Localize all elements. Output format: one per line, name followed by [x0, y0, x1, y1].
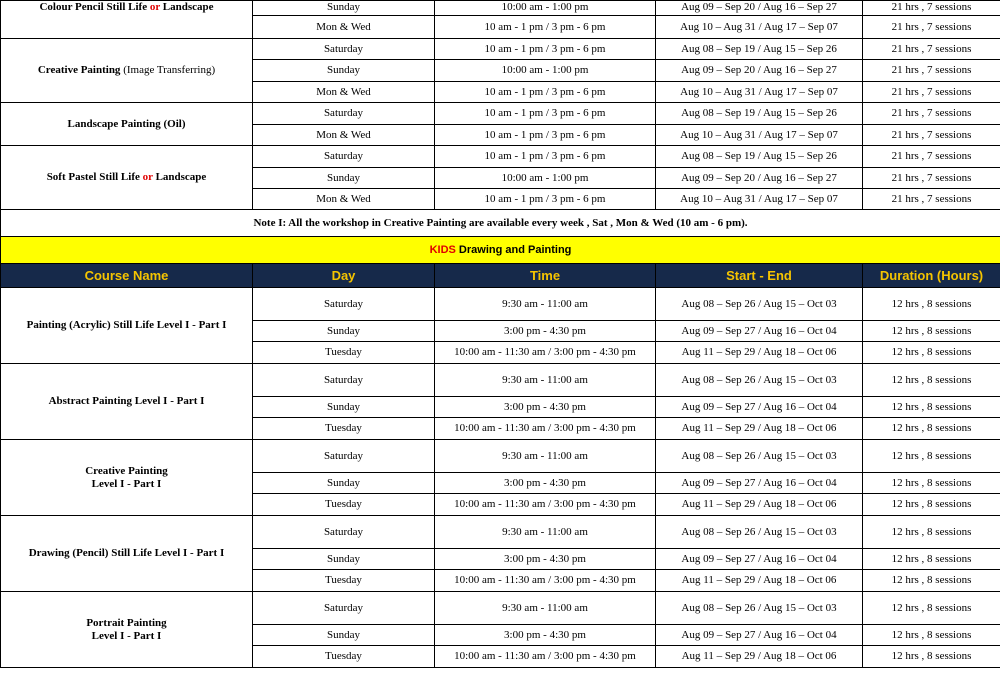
header-time: Time	[435, 264, 656, 288]
time-cell: 10 am - 1 pm / 3 pm - 6 pm	[435, 125, 656, 146]
day-cell: Saturday	[253, 364, 435, 397]
dates-cell: Aug 08 – Sep 19 / Aug 15 – Sep 26	[656, 103, 863, 125]
dates-cell: Aug 09 – Sep 27 / Aug 16 – Oct 04	[656, 321, 863, 342]
header-course-name: Course Name	[1, 264, 253, 288]
day-cell: Sunday	[253, 397, 435, 418]
duration-cell: 12 hrs , 8 sessions	[863, 418, 1000, 440]
dates-cell: Aug 09 – Sep 27 / Aug 16 – Oct 04	[656, 473, 863, 494]
header-day: Day	[253, 264, 435, 288]
day-cell: Saturday	[253, 592, 435, 625]
time-cell: 3:00 pm - 4:30 pm	[435, 473, 656, 494]
time-cell: 10:00 am - 11:30 am / 3:00 pm - 4:30 pm	[435, 570, 656, 592]
table-row	[1, 516, 1000, 549]
workshop-note: Note I: All the workshop in Creative Painting are available every week , Sat , Mon & Wed (10 am - 6 pm).	[1, 210, 1000, 237]
day-cell: Tuesday	[253, 342, 435, 364]
day-cell: Tuesday	[253, 418, 435, 440]
duration-cell: 21 hrs , 7 sessions	[863, 146, 1000, 168]
duration-cell: 12 hrs , 8 sessions	[863, 646, 1000, 668]
day-cell: Saturday	[253, 39, 435, 60]
course-name-cell: Abstract Painting Level I - Part I	[1, 364, 253, 440]
day-cell: Saturday	[253, 516, 435, 549]
course-name-cell: Creative Painting (Image Transferring)	[1, 39, 253, 103]
time-cell: 3:00 pm - 4:30 pm	[435, 321, 656, 342]
time-cell: 10 am - 1 pm / 3 pm - 6 pm	[435, 103, 656, 125]
dates-cell: Aug 09 – Sep 27 / Aug 16 – Oct 04	[656, 397, 863, 418]
dates-cell: Aug 08 – Sep 26 / Aug 15 – Oct 03	[656, 364, 863, 397]
duration-cell: 12 hrs , 8 sessions	[863, 516, 1000, 549]
time-cell: 10 am - 1 pm / 3 pm - 6 pm	[435, 39, 656, 60]
dates-cell: Aug 11 – Sep 29 / Aug 18 – Oct 06	[656, 342, 863, 364]
day-cell: Sunday	[253, 625, 435, 646]
dates-cell: Aug 09 – Sep 27 / Aug 16 – Oct 04	[656, 625, 863, 646]
time-cell: 9:30 am - 11:00 am	[435, 288, 656, 321]
day-cell: Sunday	[253, 168, 435, 189]
duration-cell: 12 hrs , 8 sessions	[863, 364, 1000, 397]
course-name-cell: Creative Painting Level I - Part I	[1, 440, 253, 516]
header-start-end: Start - End	[656, 264, 863, 288]
column-header-row	[1, 264, 1000, 288]
dates-cell: Aug 09 – Sep 20 / Aug 16 – Sep 27	[656, 168, 863, 189]
table-row	[1, 39, 1000, 60]
course-name-cell: Painting (Acrylic) Still Life Level I - Part I	[1, 288, 253, 364]
dates-cell: Aug 09 – Sep 27 / Aug 16 – Oct 04	[656, 549, 863, 570]
time-cell: 3:00 pm - 4:30 pm	[435, 397, 656, 418]
day-cell: Saturday	[253, 103, 435, 125]
day-cell: Sunday	[253, 60, 435, 82]
kids-section-title: KIDS Drawing and Painting	[1, 237, 1000, 264]
table-row	[1, 592, 1000, 625]
day-cell: Tuesday	[253, 646, 435, 668]
dates-cell: Aug 08 – Sep 26 / Aug 15 – Oct 03	[656, 516, 863, 549]
day-cell: Mon & Wed	[253, 189, 435, 210]
dates-cell: Aug 10 – Aug 31 / Aug 17 – Sep 07	[656, 189, 863, 210]
time-cell: 10:00 am - 11:30 am / 3:00 pm - 4:30 pm	[435, 494, 656, 516]
course-name-cell: Colour Pencil Still Life or Landscape	[1, 1, 253, 39]
time-cell: 3:00 pm - 4:30 pm	[435, 549, 656, 570]
table-row	[1, 146, 1000, 168]
time-cell: 10:00 am - 1:00 pm	[435, 168, 656, 189]
day-cell: Sunday	[253, 473, 435, 494]
duration-cell: 12 hrs , 8 sessions	[863, 494, 1000, 516]
duration-cell: 12 hrs , 8 sessions	[863, 321, 1000, 342]
duration-cell: 12 hrs , 8 sessions	[863, 592, 1000, 625]
day-cell: Saturday	[253, 288, 435, 321]
table-row	[1, 1, 1000, 16]
time-cell: 10 am - 1 pm / 3 pm - 6 pm	[435, 16, 656, 39]
duration-cell: 21 hrs , 7 sessions	[863, 103, 1000, 125]
table-row	[1, 288, 1000, 321]
day-cell: Sunday	[253, 321, 435, 342]
time-cell: 10:00 am - 1:00 pm	[435, 1, 656, 16]
dates-cell: Aug 08 – Sep 26 / Aug 15 – Oct 03	[656, 288, 863, 321]
dates-cell: Aug 09 – Sep 20 / Aug 16 – Sep 27	[656, 60, 863, 82]
duration-cell: 12 hrs , 8 sessions	[863, 625, 1000, 646]
table-row	[1, 103, 1000, 125]
dates-cell: Aug 10 – Aug 31 / Aug 17 – Sep 07	[656, 16, 863, 39]
dates-cell: Aug 08 – Sep 19 / Aug 15 – Sep 26	[656, 39, 863, 60]
table-row	[1, 364, 1000, 397]
dates-cell: Aug 08 – Sep 19 / Aug 15 – Sep 26	[656, 146, 863, 168]
time-cell: 10 am - 1 pm / 3 pm - 6 pm	[435, 189, 656, 210]
duration-cell: 12 hrs , 8 sessions	[863, 473, 1000, 494]
time-cell: 9:30 am - 11:00 am	[435, 364, 656, 397]
day-cell: Sunday	[253, 1, 435, 16]
course-name-cell: Drawing (Pencil) Still Life Level I - Part I	[1, 516, 253, 592]
note-row	[1, 210, 1000, 237]
table-row	[1, 440, 1000, 473]
duration-cell: 21 hrs , 7 sessions	[863, 1, 1000, 16]
course-name-cell: Portrait Painting Level I - Part I	[1, 592, 253, 668]
duration-cell: 21 hrs , 7 sessions	[863, 82, 1000, 103]
course-name-cell: Landscape Painting (Oil)	[1, 103, 253, 146]
dates-cell: Aug 08 – Sep 26 / Aug 15 – Oct 03	[656, 440, 863, 473]
header-duration: Duration (Hours)	[863, 264, 1000, 288]
time-cell: 10:00 am - 11:30 am / 3:00 pm - 4:30 pm	[435, 418, 656, 440]
duration-cell: 12 hrs , 8 sessions	[863, 342, 1000, 364]
time-cell: 9:30 am - 11:00 am	[435, 516, 656, 549]
dates-cell: Aug 09 – Sep 20 / Aug 16 – Sep 27	[656, 1, 863, 16]
day-cell: Mon & Wed	[253, 125, 435, 146]
course-name-cell: Soft Pastel Still Life or Landscape	[1, 146, 253, 210]
day-cell: Mon & Wed	[253, 82, 435, 103]
dates-cell: Aug 10 – Aug 31 / Aug 17 – Sep 07	[656, 125, 863, 146]
duration-cell: 12 hrs , 8 sessions	[863, 440, 1000, 473]
dates-cell: Aug 11 – Sep 29 / Aug 18 – Oct 06	[656, 418, 863, 440]
dates-cell: Aug 11 – Sep 29 / Aug 18 – Oct 06	[656, 646, 863, 668]
duration-cell: 12 hrs , 8 sessions	[863, 397, 1000, 418]
time-cell: 3:00 pm - 4:30 pm	[435, 625, 656, 646]
time-cell: 10:00 am - 11:30 am / 3:00 pm - 4:30 pm	[435, 646, 656, 668]
day-cell: Tuesday	[253, 494, 435, 516]
duration-cell: 21 hrs , 7 sessions	[863, 189, 1000, 210]
time-cell: 10 am - 1 pm / 3 pm - 6 pm	[435, 146, 656, 168]
duration-cell: 12 hrs , 8 sessions	[863, 288, 1000, 321]
dates-cell: Aug 08 – Sep 26 / Aug 15 – Oct 03	[656, 592, 863, 625]
duration-cell: 21 hrs , 7 sessions	[863, 39, 1000, 60]
duration-cell: 21 hrs , 7 sessions	[863, 168, 1000, 189]
time-cell: 10:00 am - 11:30 am / 3:00 pm - 4:30 pm	[435, 342, 656, 364]
dates-cell: Aug 11 – Sep 29 / Aug 18 – Oct 06	[656, 570, 863, 592]
duration-cell: 21 hrs , 7 sessions	[863, 16, 1000, 39]
day-cell: Sunday	[253, 549, 435, 570]
day-cell: Tuesday	[253, 570, 435, 592]
section-title-row	[1, 237, 1000, 264]
day-cell: Saturday	[253, 146, 435, 168]
dates-cell: Aug 11 – Sep 29 / Aug 18 – Oct 06	[656, 494, 863, 516]
time-cell: 10 am - 1 pm / 3 pm - 6 pm	[435, 82, 656, 103]
time-cell: 10:00 am - 1:00 pm	[435, 60, 656, 82]
time-cell: 9:30 am - 11:00 am	[435, 592, 656, 625]
duration-cell: 21 hrs , 7 sessions	[863, 60, 1000, 82]
day-cell: Saturday	[253, 440, 435, 473]
duration-cell: 12 hrs , 8 sessions	[863, 570, 1000, 592]
day-cell: Mon & Wed	[253, 16, 435, 39]
time-cell: 9:30 am - 11:00 am	[435, 440, 656, 473]
dates-cell: Aug 10 – Aug 31 / Aug 17 – Sep 07	[656, 82, 863, 103]
duration-cell: 21 hrs , 7 sessions	[863, 125, 1000, 146]
duration-cell: 12 hrs , 8 sessions	[863, 549, 1000, 570]
